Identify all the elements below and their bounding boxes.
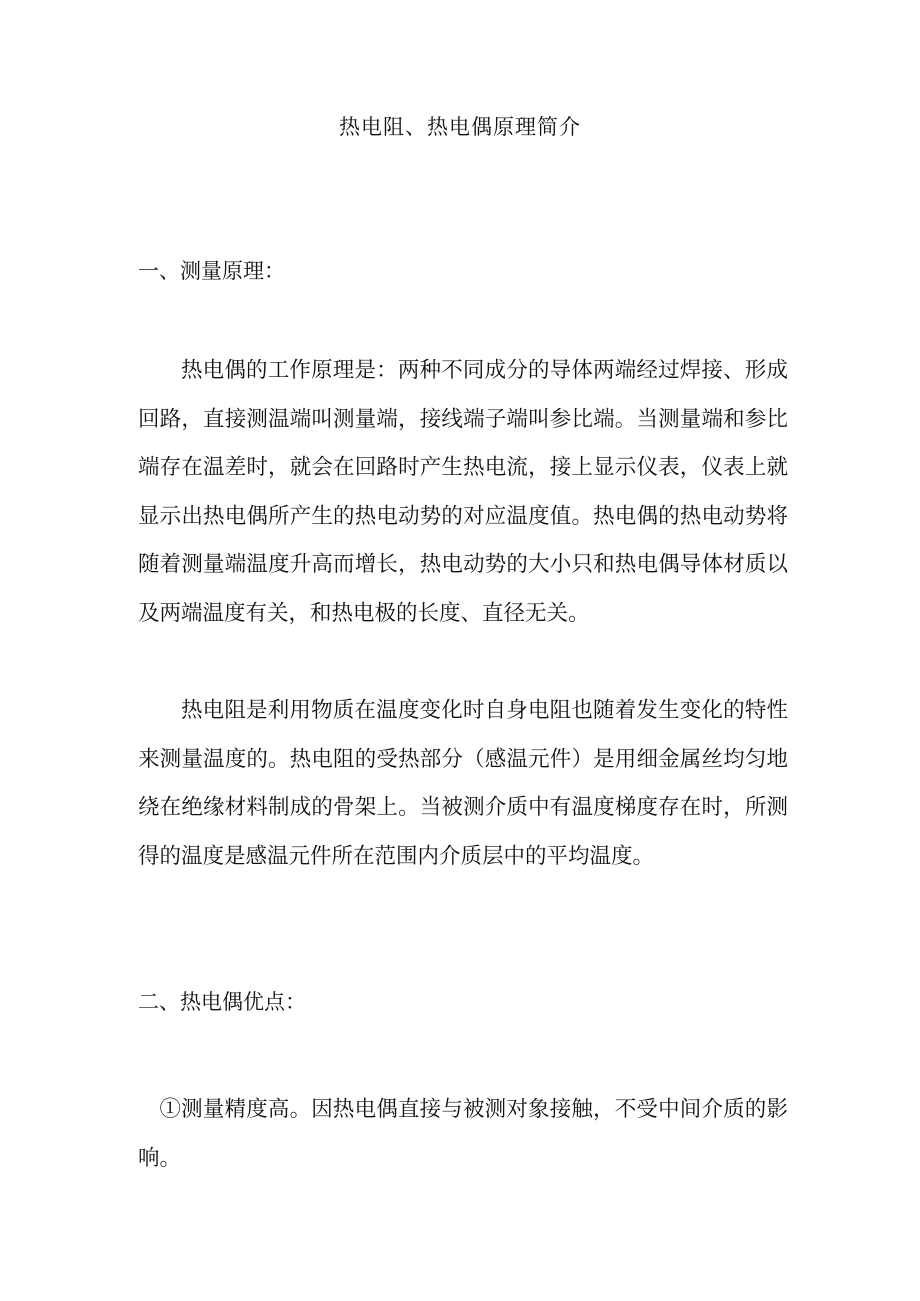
paragraph-thermal-resistance-principle: 热电阻是利用物质在温度变化时自身电阻也随着发生变化的特性来测量温度的。热电阻的受热部分（感温元件）是用细金属丝均匀地绕在绝缘材料制成的骨架上。当被测介质中有温度梯度存在时，所测得的温度是感温元件所在范围内介质层中的平均温度。 [138, 698, 788, 869]
section-heading-thermocouple-advantages: 二、热电偶优点： [138, 990, 306, 1014]
document-title: 热电阻、热电偶原理简介 [339, 115, 581, 139]
section-heading-measurement-principle: 一、测量原理： [138, 259, 285, 283]
list-item-advantage-1: ①测量精度高。因热电偶直接与被测对象接触，不受中间介质的影响。 [138, 1097, 788, 1171]
paragraph-thermocouple-principle: 热电偶的工作原理是：两种不同成分的导体两端经过焊接、形成回路，直接测温端叫测量端，接线端子端叫参比端。当测量端和参比端存在温差时，就会在回路时产生热电流，接上显示仪表，仪表上就显示出热电偶所产生的热电动势的对应温度值。热电偶的热电动势将随着测量端温度升高而增长，热电动势的大小只和热电偶导体材质以及两端温度有关，和热电极的长度、直径无关。 [138, 358, 788, 626]
